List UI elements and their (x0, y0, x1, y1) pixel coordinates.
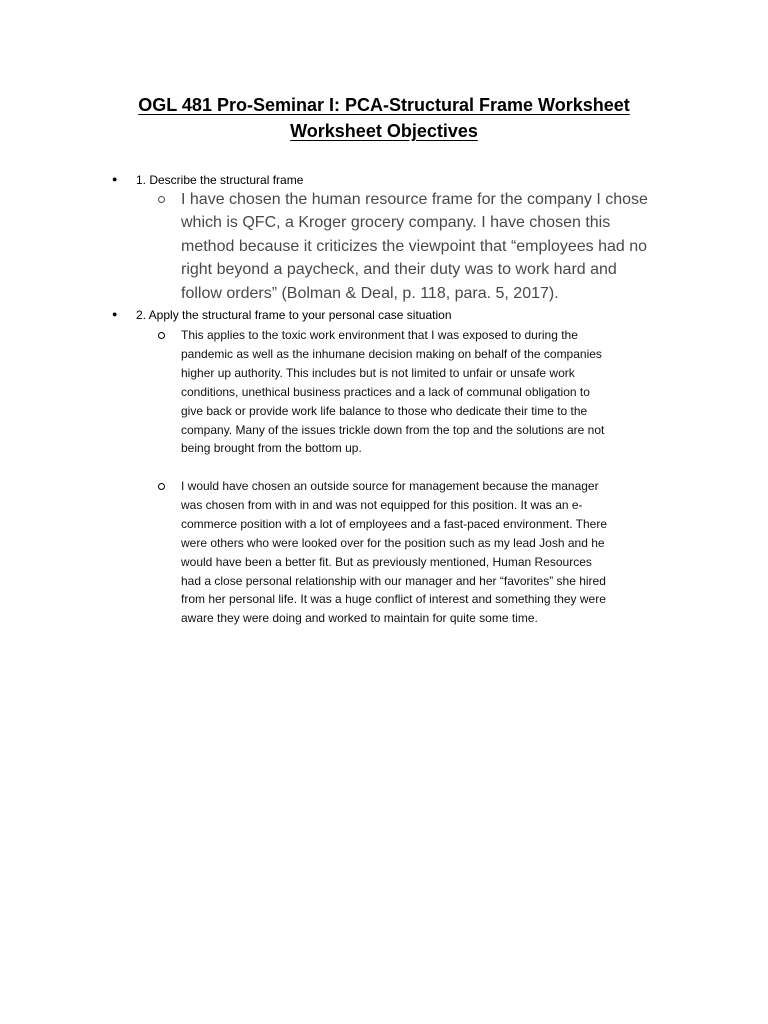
title-line-2: Worksheet Objectives (290, 121, 478, 141)
sub-bullet-icon (158, 196, 165, 203)
item-1-label: 1. Describe the structural frame (136, 173, 304, 187)
bullet-icon: ● (112, 174, 118, 184)
title-line-1: OGL 481 Pro-Seminar I: PCA-Structural Frame Worksheet (138, 95, 630, 115)
bullet-icon: ● (112, 309, 118, 319)
item-2-label: 2. Apply the structural frame to your personal case situation (136, 308, 452, 322)
item-2-paragraph-2: I would have chosen an outside source for management because the manager was chosen from with in and was not equipped for this position. It was an e- commerce position with a lot of employees and a fast-paced environment. There were others who were looked over for the position such as my lead Josh and he would have been a better fit. But as previously mentioned, Human Resources had a close personal relationship with our manager and her “favorites” she hired from her personal life. It was a huge conflict of interest and something they were aware they were doing and worked to maintain for quite some time. (181, 479, 607, 626)
sub-bullet-icon (158, 332, 165, 339)
item-1-answer: I have chosen the human resource frame for the company I chose which is QFC, a Kroger grocery company. I have chosen this method because it criticizes the viewpoint that “employees had no right beyond a paycheck, and their duty was to work hard and follow orders” (Bolman & Deal, p. 118, para. 5, 2017). (181, 191, 648, 302)
sub-bullet-icon (158, 483, 165, 490)
item-2-paragraph-1: This applies to the toxic work environment that I was exposed to during the pandemic as well as the inhumane decision making on behalf of the companies higher up authority. This includes but is not limited to unfair or unsafe work conditions, unethical business practices and a lack of communal obligation to give back or provide work life balance to those who dedicate their time to the company. Many of the issues trickle down from the top and the solutions are not being brought from the bottom up. (181, 328, 605, 456)
worksheet-title (0, 92, 768, 144)
